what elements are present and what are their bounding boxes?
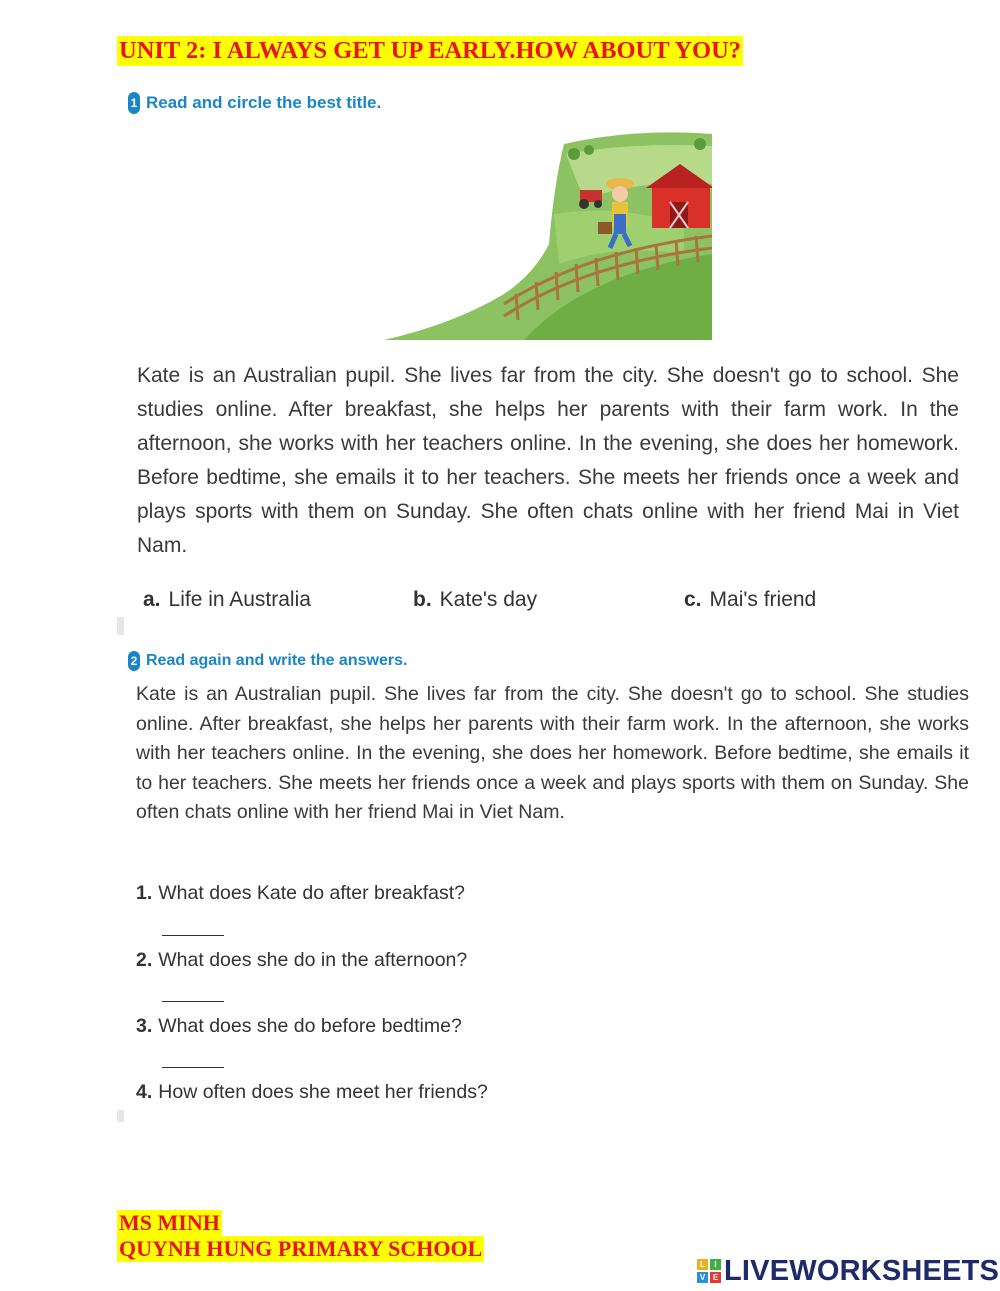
exercise-1-instruction [128, 92, 381, 114]
option-c-letter: c. [684, 588, 702, 611]
answer-3-field[interactable] [162, 1067, 224, 1068]
option-b-text: Kate's day [439, 588, 538, 611]
option-b-letter: b. [413, 588, 432, 611]
exercise-2-passage: Kate is an Australian pupil. She lives far from the city. She doesn't go to school. She studies online. After breakfast, she helps her parents with their farm work. In the afternoon, she works with her teachers online. In the evening, she does her homework. Before bedtime, she emails it to her teachers. She meets her friends once a week and plays sports with them on Sunday. She often chats online with her friend Mai in Viet Nam. [136, 683, 969, 824]
question-2-text: What does she do in the afternoon? [158, 949, 468, 971]
question-1-number: 1. [136, 882, 153, 904]
option-b[interactable] [413, 588, 537, 612]
exercise-1-number-badge: 1 [128, 92, 140, 114]
question-3 [136, 1015, 462, 1038]
question-4-number: 4. [136, 1081, 153, 1103]
question-2-number: 2. [136, 949, 153, 971]
worksheet-title: UNIT 2: I ALWAYS GET UP EARLY.HOW ABOUT YOU? [119, 37, 742, 64]
answer-4-marker[interactable] [117, 1110, 124, 1122]
option-a-text: Life in Australia [168, 588, 311, 611]
question-3-text: What does she do before bedtime? [158, 1015, 462, 1037]
answer-2-field[interactable] [162, 1001, 224, 1002]
exercise-2-instruction-text: Read again and write the answers. [146, 652, 408, 669]
divider-mark [117, 617, 124, 635]
question-4-text: How often does she meet her friends? [158, 1081, 488, 1103]
farm-illustration [384, 124, 712, 340]
option-c[interactable] [684, 588, 816, 612]
logo-grid-icon: L I V E [697, 1259, 721, 1283]
question-4 [136, 1081, 488, 1104]
question-3-number: 3. [136, 1015, 153, 1037]
answer-1-field[interactable] [162, 935, 224, 936]
school-name: QUYNH HUNG PRIMARY SCHOOL [119, 1236, 483, 1261]
teacher-name: MS MINH [119, 1210, 220, 1235]
exercise-2-number-badge: 2 [128, 651, 140, 671]
question-1-text: What does Kate do after breakfast? [158, 882, 466, 904]
exercise-1-passage: Kate is an Australian pupil. She lives far from the city. She doesn't go to school. She studies online. After breakfast, she helps her parents with their farm work. In the afternoon, she works with her teachers online. In the evening, she does her homework. Before bedtime, she emails it to her teachers. She meets her friends once a week and plays sports with them on Sunday. She often chats online with her friend Mai in Viet Nam. [137, 364, 959, 557]
brand-name: LIVEWORKSHEETS [724, 1255, 1000, 1287]
liveworksheets-logo[interactable] [697, 1256, 999, 1286]
option-c-text: Mai's friend [709, 588, 817, 611]
question-2 [136, 949, 467, 972]
exercise-1-instruction-text: Read and circle the best title. [146, 93, 382, 112]
option-a-letter: a. [143, 588, 161, 611]
question-1 [136, 882, 465, 905]
option-a[interactable] [143, 588, 311, 612]
exercise-2-instruction [128, 651, 407, 671]
